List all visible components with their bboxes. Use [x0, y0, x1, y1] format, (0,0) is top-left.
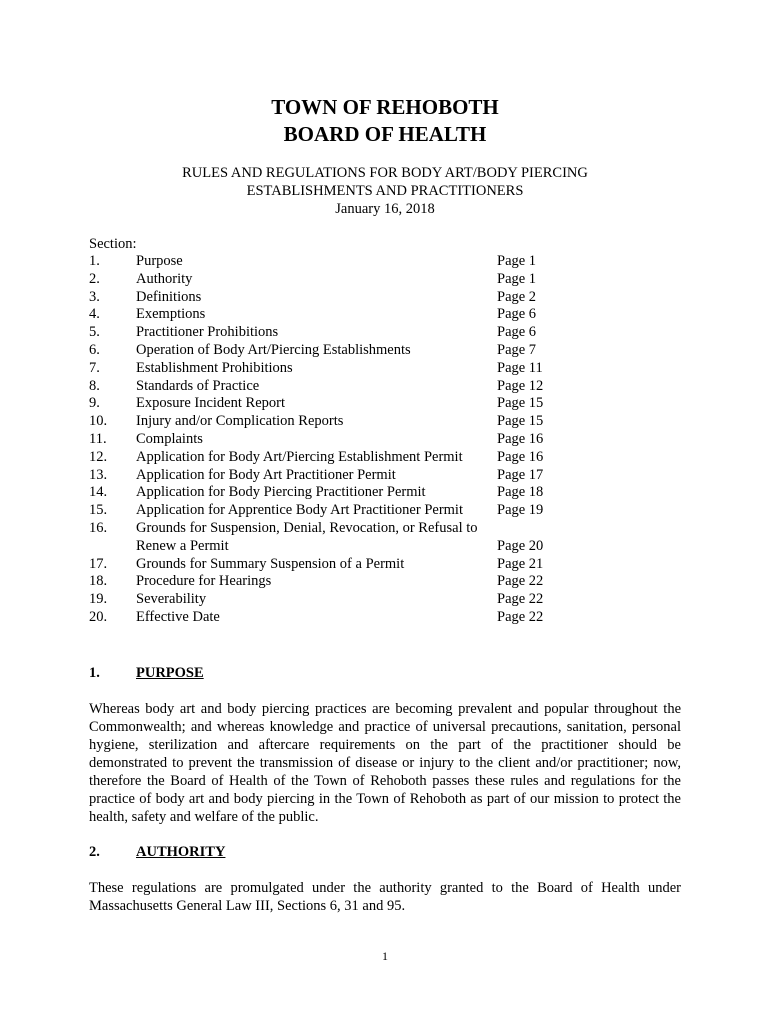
toc-item-title: Severability: [136, 591, 207, 608]
toc-item: [89, 573, 569, 591]
toc-item: [89, 271, 569, 289]
toc-item-page: Page 15: [497, 413, 544, 430]
toc-item-number: 15.: [89, 502, 108, 519]
section-title: PURPOSE: [136, 665, 204, 681]
toc-item-number: 1.: [89, 253, 100, 269]
toc-item-page: Page 15: [497, 395, 544, 412]
toc-item-page: Page 12: [497, 377, 544, 394]
section-title: AUTHORITY: [136, 844, 226, 860]
toc-item-title: Complaints: [136, 430, 203, 447]
toc-item-title: Procedure for Hearings: [136, 573, 272, 590]
document-title-line-2: BOARD OF HEALTH: [283, 122, 487, 146]
toc-item: [89, 431, 569, 449]
toc-item-number: 6.: [89, 341, 100, 358]
toc-item: [89, 253, 569, 271]
toc-item-page: Page 22: [497, 573, 544, 590]
toc-item: [89, 449, 569, 467]
toc-item-title: Grounds for Suspension, Denial, Revocation, or Refusal to Renew a Permit: [136, 519, 478, 554]
toc-item-number: 16.: [89, 519, 108, 536]
toc-item-number: 4.: [89, 306, 100, 323]
toc-item-title: Grounds for Summary Suspension of a Permit: [136, 555, 405, 572]
toc-item-page: Page 19: [497, 502, 544, 519]
toc-item-title: Application for Apprentice Body Art Practitioner Permit: [136, 502, 463, 519]
toc-item-page: Page 2: [497, 288, 537, 305]
toc-item-title: Injury and/or Complication Reports: [136, 413, 344, 430]
toc-item-title: Authority: [136, 270, 193, 287]
toc-item-title: Exposure Incident Report: [136, 395, 285, 412]
toc-item-page: Page 18: [497, 484, 544, 501]
toc-item-number: 9.: [89, 395, 100, 412]
toc-item-page: Page 11: [497, 359, 543, 376]
toc-item-page: Page 21: [497, 555, 544, 572]
toc-item-page: Page 22: [497, 591, 544, 608]
toc-item-page: Page 20: [497, 537, 544, 554]
toc-item: [89, 591, 569, 609]
table-of-contents: [89, 253, 569, 627]
toc-item-title: Definitions: [136, 288, 202, 305]
toc-item: [89, 413, 569, 431]
toc-item-number: 14.: [89, 484, 108, 501]
toc-item-page: Page 6: [497, 324, 537, 341]
toc-item-title: Effective Date: [136, 608, 220, 625]
toc-item-page: Page 1: [497, 253, 537, 269]
document-subtitle-line-1: RULES AND REGULATIONS FOR BODY ART/BODY PIERCING: [182, 165, 588, 181]
toc-item-page: Page 17: [497, 466, 544, 483]
toc-item-title: Establishment Prohibitions: [136, 359, 293, 376]
toc-item-number: 10.: [89, 413, 108, 430]
toc-item-number: 3.: [89, 288, 100, 305]
document-title-line-1: TOWN OF REHOBOTH: [271, 95, 499, 119]
toc-item: [89, 289, 569, 307]
toc-item: [89, 467, 569, 485]
toc-item-number: 17.: [89, 555, 108, 572]
section-number: 2.: [89, 844, 100, 860]
toc-item: [89, 484, 569, 502]
toc-item: [89, 378, 569, 396]
document-date: January 16, 2018: [335, 201, 435, 217]
toc-item: [89, 360, 569, 378]
toc-item-title: Operation of Body Art/Piercing Establishments: [136, 341, 411, 358]
toc-item-page: Page 7: [497, 341, 537, 358]
document-subtitle-line-2: ESTABLISHMENTS AND PRACTITIONERS: [246, 183, 524, 199]
toc-item-page: Page 1: [497, 270, 537, 287]
toc-item-page: Page 22: [497, 608, 544, 625]
toc-item-number: 2.: [89, 270, 100, 287]
section-body-authority: These regulations are promulgated under the authority granted to the Board of Health under Massachusetts General Law III, Sections 6, 31 and 95.: [89, 880, 681, 914]
toc-item-number: 20.: [89, 608, 108, 625]
toc-item-page: Page 6: [497, 306, 537, 323]
toc-item-title: Application for Body Art Practitioner Permit: [136, 466, 396, 483]
toc-item-title: Application for Body Piercing Practitioner Permit: [136, 484, 426, 501]
toc-item: [89, 520, 569, 556]
toc-item-number: 11.: [89, 430, 107, 447]
toc-item-number: 13.: [89, 466, 108, 483]
toc-item-number: 18.: [89, 573, 108, 590]
toc-item-page: Page 16: [497, 430, 544, 447]
toc-item-number: 12.: [89, 448, 108, 465]
toc-item: [89, 609, 569, 627]
toc-item-title: Exemptions: [136, 306, 206, 323]
page-number: 1: [382, 949, 388, 963]
section-number: 1.: [89, 665, 100, 681]
toc-item-title: Application for Body Art/Piercing Establishment Permit: [136, 448, 463, 465]
toc-item: [89, 556, 569, 574]
toc-item-number: 5.: [89, 324, 100, 341]
toc-item-title: Standards of Practice: [136, 377, 260, 394]
toc-item-title: Purpose: [136, 253, 183, 269]
toc-item-title: Practitioner Prohibitions: [136, 324, 279, 341]
toc-item: [89, 395, 569, 413]
toc-item-number: 19.: [89, 591, 108, 608]
section-body-purpose: Whereas body art and body piercing practices are becoming prevalent and popular throughout the Commonwealth; and whereas knowledge and practice of universal precautions, sanitation, personal hygiene, sterilization and aftercare requirements on the part of the practitioner should be demonstrated to prevent the transmission of disease or injury to the client and/or practitioner; now, therefore the Board of Health of the Town of Rehoboth passes these rules and regulations for the practice of body art and body piercing in the Town of Rehoboth as part of our mission to protect the health, safety and welfare of the public.: [89, 701, 681, 825]
toc-label: Section:: [89, 236, 137, 252]
toc-item-number: 7.: [89, 359, 100, 376]
toc-item-page: Page 16: [497, 448, 544, 465]
toc-item: [89, 306, 569, 324]
toc-item: [89, 324, 569, 342]
toc-item: [89, 502, 569, 520]
toc-item: [89, 342, 569, 360]
toc-item-number: 8.: [89, 377, 100, 394]
